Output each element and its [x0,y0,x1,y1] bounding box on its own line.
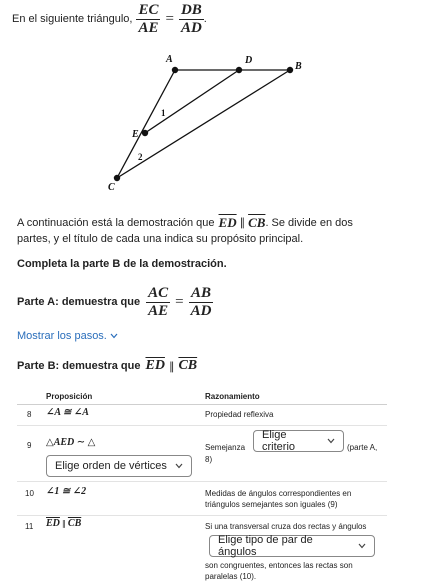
chevron-down-icon [358,541,366,551]
show-steps-link[interactable] [17,330,118,342]
row-9-reasoning-suffix: (parte A, [347,443,378,452]
table-divider [17,515,387,516]
equals-sign: = [175,293,184,310]
frac-denominator: AD [180,19,202,36]
label-c: C [108,182,115,193]
angle-label-1: 1 [161,108,166,118]
table-divider [17,481,387,482]
vertex-order-dropdown[interactable] [46,455,192,477]
instruction: Completa la parte B de la demostración. [17,258,227,270]
row-10-reasoning-line-2: triángulos semejantes son iguales (9) [205,500,338,509]
row-number-9: 9 [27,441,32,450]
part-b-label: Parte B: demuestra que [17,360,141,372]
segment-ed: $\overline{ED}$ [46,518,60,529]
segment-cb [117,70,290,178]
segment-ed: $\overline{ED}$ [218,215,237,230]
description-text-1: A continuación está la demostración que [17,217,215,229]
triangle-figure [100,50,315,200]
frac-denominator: AE [148,302,169,319]
row-8-proposition: ∠A ≅ ∠A [46,407,89,418]
show-steps-label: Mostrar los pasos. [17,330,107,342]
part-a-fraction-ab-ad [189,286,214,319]
row-10-reasoning-line-1: Medidas de ángulos correspondientes en [205,489,352,498]
vertex-order-dropdown-value: Elige orden de vértices [55,460,167,472]
point-e [142,130,148,136]
similarity-criterion-dropdown[interactable] [253,430,344,452]
intro-fraction-db-ad [179,3,204,36]
segment-cb: $\overline{CB}$ [248,215,266,230]
part-a-fraction-ac-ae [146,286,170,319]
table-divider [17,425,387,426]
angle-label-2: 2 [138,152,143,162]
description-line-1 [17,215,437,231]
frac-numerator: DB [180,1,202,18]
point-c [114,175,120,181]
intro-fraction-ec-ae [136,3,160,36]
row-9-reasoning-suffix-2: 8) [205,455,213,464]
row-9-proposition: △AED ∼ △ [46,437,96,448]
frac-numerator: EC [138,1,159,18]
row-11-reasoning-line-2: son congruentes, entonces las rectas son [205,561,353,570]
label-b: B [295,61,302,72]
part-a-heading [17,284,213,320]
table-divider [17,404,387,405]
row-8-reasoning: Propiedad reflexiva [205,410,274,419]
intro-prefix: En el siguiente triángulo, [12,13,133,25]
frac-denominator: AE [138,19,159,36]
segment-cb: $\overline{CB}$ [178,358,198,373]
row-11-reasoning-line-1: Si una transversal cruza dos rectas y ángulos [205,522,367,531]
frac-numerator: AC [148,284,169,301]
header-reasoning: Razonamiento [205,392,260,401]
segment-ed [145,70,239,133]
label-d: D [245,55,253,66]
angle-pair-type-dropdown[interactable] [209,535,375,557]
header-proposition: Proposición [46,392,93,401]
part-a-label: Parte A: demuestra que [17,296,141,308]
row-11-proposition [46,518,81,529]
row-number-8: 8 [27,410,32,419]
chevron-down-icon [327,436,335,446]
point-d [236,67,242,73]
frac-denominator: AD [190,302,212,319]
intro-end: . [203,13,207,25]
point-b [287,67,293,73]
angle-pair-type-dropdown-value: Elige tipo de par de ángulos [218,534,313,558]
description-line-2: partes, y el título de cada una indica su propósito principal. [17,233,304,245]
intro-line [12,1,207,36]
description [17,215,437,247]
description-text-2: . Se divide en dos [265,217,353,229]
point-a [172,67,178,73]
row-10-proposition: ∠1 ≅ ∠2 [46,486,87,497]
equals-sign: = [165,10,174,27]
chevron-down-icon [175,461,183,471]
row-number-10: 10 [25,489,34,498]
chevron-down-icon [110,331,118,341]
parallel-symbol: ∥ [61,519,66,528]
row-number-11: 11 [25,522,34,531]
similarity-criterion-dropdown-value: Elige criterio [262,429,296,453]
row-9-reasoning-prefix: Semejanza [205,443,246,452]
segment-ed: $\overline{ED}$ [145,358,165,373]
label-a: A [166,54,173,65]
part-b-heading [17,358,197,374]
row-11-reasoning-line-3: paralelas (10). [205,572,257,581]
parallel-symbol: ∥ [239,217,246,229]
segment-ac [117,70,175,178]
frac-numerator: AB [190,284,211,301]
label-e: E [132,129,139,140]
parallel-symbol: ∥ [168,360,175,373]
segment-cb: $\overline{CB}$ [67,518,82,529]
